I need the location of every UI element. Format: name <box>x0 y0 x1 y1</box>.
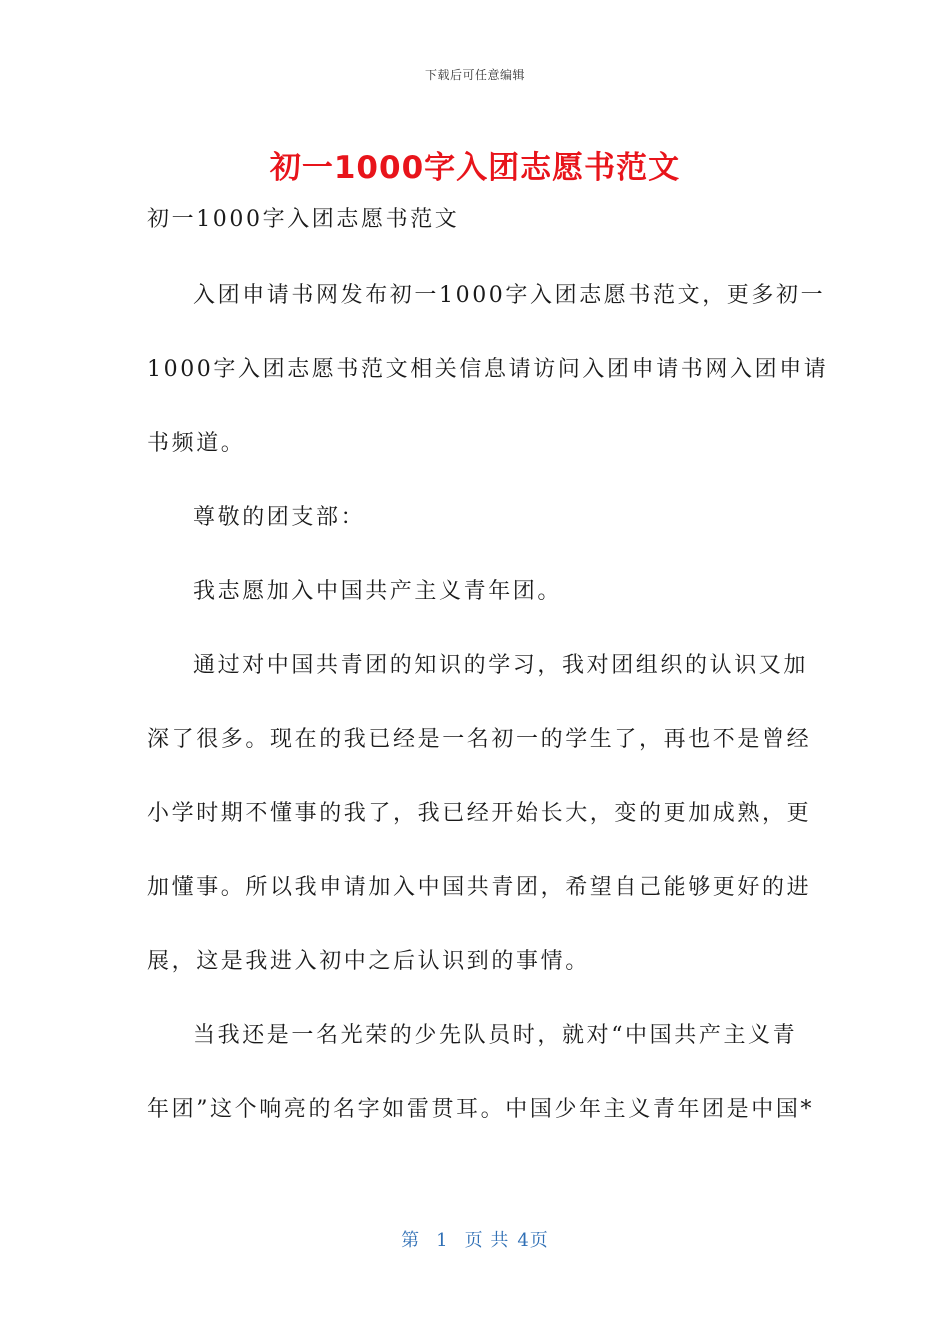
paragraph-line: 通过对中国共青团的知识的学习，我对团组织的认识又加 <box>193 653 809 678</box>
salutation-line: 尊敬的团支部： <box>193 505 366 530</box>
paragraph-line: 小学时期不懂事的我了，我已经开始长大，变的更加成熟，更 <box>147 801 812 826</box>
paragraph-line: 年团”这个响亮的名字如雷贯耳。中国少年主义青年团是中国* <box>147 1097 815 1122</box>
paragraph-line: 1000字入团志愿书范文相关信息请访问入团申请书网入团申请 <box>147 357 829 382</box>
paragraph-line: 书频道。 <box>147 431 246 456</box>
footer-prefix: 第 <box>401 1230 421 1251</box>
paragraph-line: 入团申请书网发布初一1000字入团志愿书范文，更多初一 <box>193 283 826 308</box>
document-body <box>147 200 829 1164</box>
footer-total-pages: 4页 <box>517 1230 549 1251</box>
subtitle-line: 初一1000字入团志愿书范文 <box>147 207 460 232</box>
document-title: 初一1000字入团志愿书范文 <box>269 150 681 186</box>
footer-middle: 页 共 <box>464 1230 510 1251</box>
paragraph-line: 我志愿加入中国共产主义青年团。 <box>193 579 563 604</box>
paragraph-line: 当我还是一名光荣的少先队员时，就对“中国共产主义青 <box>193 1023 798 1048</box>
page-footer <box>0 1226 950 1252</box>
footer-current-page: 1 <box>436 1230 449 1251</box>
header-note: 下载后可任意编辑 <box>424 68 525 82</box>
paragraph-line: 加懂事。所以我申请加入中国共青团，希望自己能够更好的进 <box>147 875 812 900</box>
paragraph-line: 深了很多。现在的我已经是一名初一的学生了，再也不是曾经 <box>147 727 812 752</box>
paragraph-line: 展，这是我进入初中之后认识到的事情。 <box>147 949 590 974</box>
